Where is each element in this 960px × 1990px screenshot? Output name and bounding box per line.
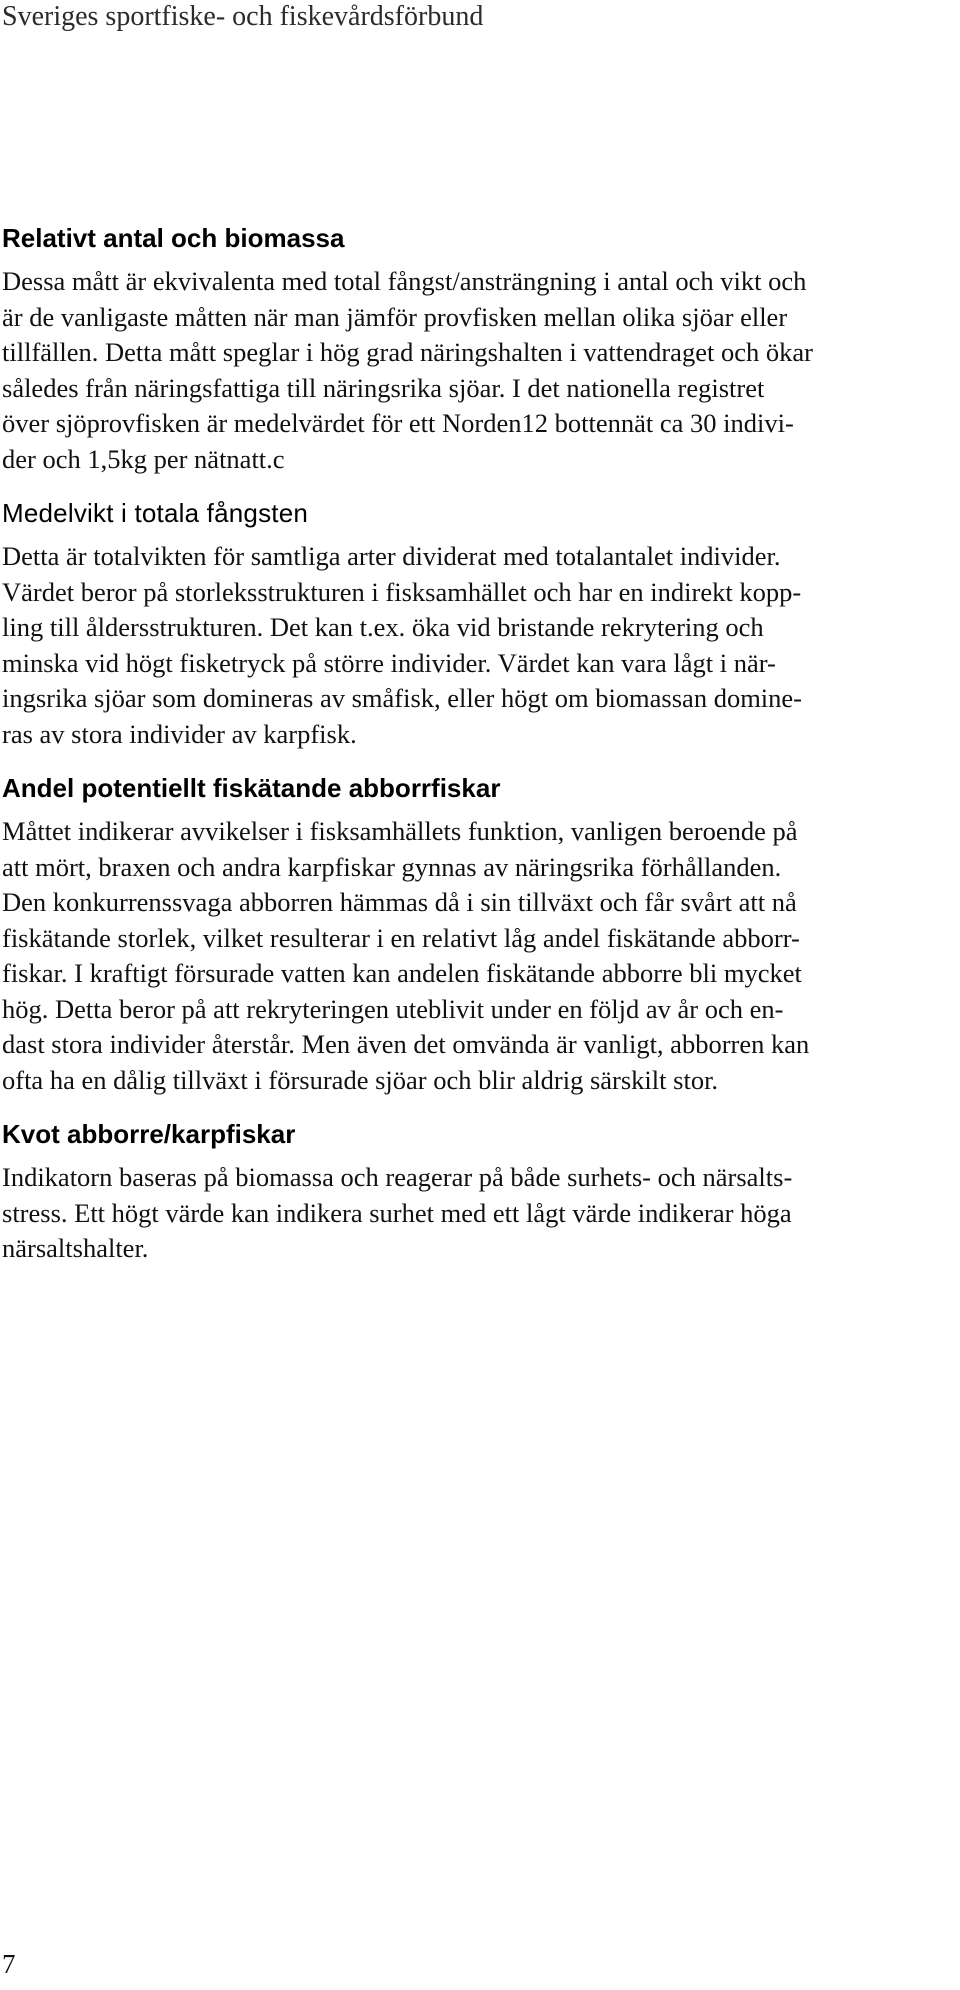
paragraph-line: fiskar. I kraftigt försurade vatten kan andelen fiskätande abborre bli mycket [2,958,802,988]
section-heading: Relativt antal och biomassa [2,223,345,253]
paragraph-line: är de vanligaste måtten när man jämför provfisken mellan olika sjöar eller [2,301,788,332]
running-header: Sveriges sportfiske- och fiskevårdsförbund [2,1,484,32]
paragraph-line: der och 1,5kg per nätnatt.c [2,443,285,474]
paragraph-line: Indikatorn baseras på biomassa och reagerar på både surhets- och närsalts- [2,1162,793,1192]
section-kvot-abborre [2,1118,956,1267]
paragraph-line: Detta är totalvikten för samtliga arter dividerat med totalantalet individer. [2,541,781,571]
paragraph-line: Måttet indikerar avvikelser i fisksamhällets funktion, vanligen beroende på [2,816,798,846]
page-number: 7 [2,1949,16,1979]
paragraph-line: fiskätande storlek, vilket resulterar i en relativt låg andel fiskätande abborr- [2,922,800,953]
section-heading: Medelvikt i totala fångsten [2,498,309,528]
paragraph-line: tillfällen. Detta mått speglar i hög grad näringshalten i vattendraget och ökar [2,337,813,367]
paragraph-line: Den konkurrenssvaga abborren hämmas då i sin tillväxt och får svårt att nå [2,887,797,917]
section-relativt-antal [2,222,956,477]
paragraph-line: ingsrika sjöar som domineras av småfisk, eller högt om biomassan domine- [2,683,803,713]
paragraph-line: över sjöprovfisken är medelvärdet för ett Norden12 bottennät ca 30 indivi- [2,408,794,438]
paragraph-line: ling till åldersstrukturen. Det kan t.ex. öka vid bristande rekrytering och [2,612,764,642]
paragraph-line: att mört, braxen och andra karpfiskar gynnas av näringsrika förhållanden. [2,851,782,882]
paragraph-line: närsaltshalter. [2,1233,149,1263]
section-medelvikt [2,497,956,752]
paragraph-line: hög. Detta beror på att rekryteringen uteblivit under en följd av år och en- [2,993,784,1024]
paragraph-line: minska vid högt fisketryck på större individer. Värdet kan vara lågt i när- [2,647,776,678]
section-heading: Kvot abborre/karpfiskar [2,1119,296,1149]
paragraph-line: ras av stora individer av karpfisk. [2,718,357,749]
section-andel-fiskatande [2,772,956,1098]
paragraph-line: dast stora individer återstår. Men även det omvända är vanligt, abborren kan [2,1029,810,1059]
section-heading: Andel potentiellt fiskätande abborrfiskar [2,773,501,803]
paragraph-line: Dessa mått är ekvivalenta med total fångst/ansträngning i antal och vikt och [2,266,807,296]
document-body [2,222,956,1287]
paragraph-line: således från näringsfattiga till näringsrika sjöar. I det nationella registret [2,372,765,403]
paragraph-line: ofta ha en dålig tillväxt i försurade sjöar och blir aldrig särskilt stor. [2,1064,719,1095]
paragraph-line: stress. Ett högt värde kan indikera surhet med ett lågt värde indikerar höga [2,1197,792,1228]
paragraph-line: Värdet beror på storleksstrukturen i fisksamhället och har en indirekt kopp- [2,576,802,607]
